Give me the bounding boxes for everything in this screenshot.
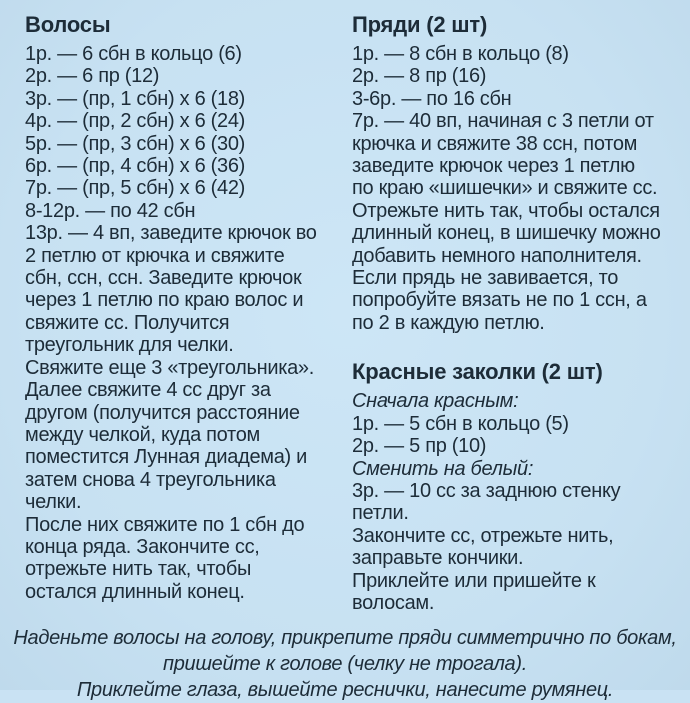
text-line: 2р. — 8 пр (16) [352, 65, 487, 88]
text-line: по краю «шишечки» и свяжите сс. [352, 177, 658, 200]
text-line: между челкой, куда потом [25, 423, 260, 446]
text-line: Сначала красным: [352, 390, 519, 413]
text-line: заправьте кончики. [352, 547, 524, 570]
text-line: Если прядь не завивается, то [352, 267, 619, 290]
text-line: треугольник для челки. [25, 334, 234, 357]
text-line: отрежьте нить так, чтобы [25, 558, 252, 581]
text-line: 7р. — (пр, 5 сбн) х 6 (42) [25, 177, 246, 200]
text-line: Сменить на белый: [352, 457, 534, 480]
text-line: челки. [25, 491, 82, 514]
left-column [25, 12, 352, 603]
text-line: длинный конец, в шишечку можно [352, 222, 661, 245]
text-line: заведите крючок через 1 петлю [352, 155, 635, 178]
text-line: 1р. — 5 сбн в кольцо (5) [352, 412, 569, 435]
text-line: попробуйте вязать не по 1 ссн, а [352, 289, 647, 312]
text-line: Приклейте или пришейте к [352, 569, 596, 592]
text-line: 2 петлю от крючка и свяжите [25, 244, 285, 267]
footer-note [8, 625, 682, 703]
text-line: 2р. — 6 пр (12) [25, 65, 160, 88]
text-line: Далее свяжите 4 сс друг за [25, 379, 271, 402]
text-line: Свяжите еще 3 «треугольника». [25, 356, 314, 379]
text-line: свяжите сс. Получится [25, 311, 230, 334]
text-line: затем снова 4 треугольника [25, 468, 276, 491]
footer-line: Приклейте глаза, вышейте реснички, нанесите румянец. [76, 679, 614, 702]
section-heading: Пряди (2 шт) [352, 12, 488, 37]
text-line: конца ряда. Закончите сс, [25, 535, 260, 558]
text-line: Закончите сс, отрежьте нить, [352, 524, 614, 547]
text-line: другом (получится расстояние [25, 401, 300, 424]
right-column [352, 12, 682, 614]
text-line: поместится Лунная диадема) и [25, 446, 308, 469]
text-line: остался длинный конец. [25, 580, 245, 603]
text-line: 2р. — 5 пр (10) [352, 435, 487, 458]
text-line: После них свяжите по 1 сбн до [25, 513, 305, 536]
text-columns [25, 12, 682, 614]
footer-line: пришейте к голове (челку не трогала). [162, 653, 528, 676]
text-line: 3р. — (пр, 1 сбн) х 6 (18) [25, 87, 246, 110]
text-line: 5р. — (пр, 3 сбн) х 6 (30) [25, 132, 246, 155]
section-heading: Красные заколки (2 шт) [352, 359, 603, 385]
text-line: крючка и свяжите 38 ссн, потом [352, 132, 638, 155]
text-line: добавить немного наполнителя. [352, 244, 642, 267]
text-line: 6р. — (пр, 4 сбн) х 6 (36) [25, 155, 246, 178]
text-line: 4р. — (пр, 2 сбн) х 6 (24) [25, 110, 246, 133]
text-line: 8-12р. — по 42 сбн [25, 199, 196, 222]
text-line: волосам. [352, 591, 435, 614]
text-line: через 1 петлю по краю волос и [25, 289, 304, 312]
text-line: 3-6р. — по 16 сбн [352, 87, 512, 110]
text-line: 1р. — 6 сбн в кольцо (6) [25, 43, 242, 65]
text-line: 7р. — 40 вп, начиная с 3 петли от [352, 110, 654, 133]
text-line: по 2 в каждую петлю. [352, 311, 545, 334]
text-line: Отрежьте нить так, чтобы остался [352, 199, 660, 222]
text-line: 13р. — 4 вп, заведите крючок во [25, 222, 317, 245]
text-line: 1р. — 8 сбн в кольцо (8) [352, 43, 569, 65]
footer-line: Наденьте волосы на голову, прикрепите пряди симметрично по бокам, [13, 627, 677, 650]
text-line: 3р. — 10 сс за заднюю стенку [352, 479, 621, 502]
text-line: сбн, ссн, ссн. Заведите крючок [25, 267, 302, 290]
section-heading: Волосы [25, 12, 111, 37]
text-line: петли. [352, 502, 409, 525]
